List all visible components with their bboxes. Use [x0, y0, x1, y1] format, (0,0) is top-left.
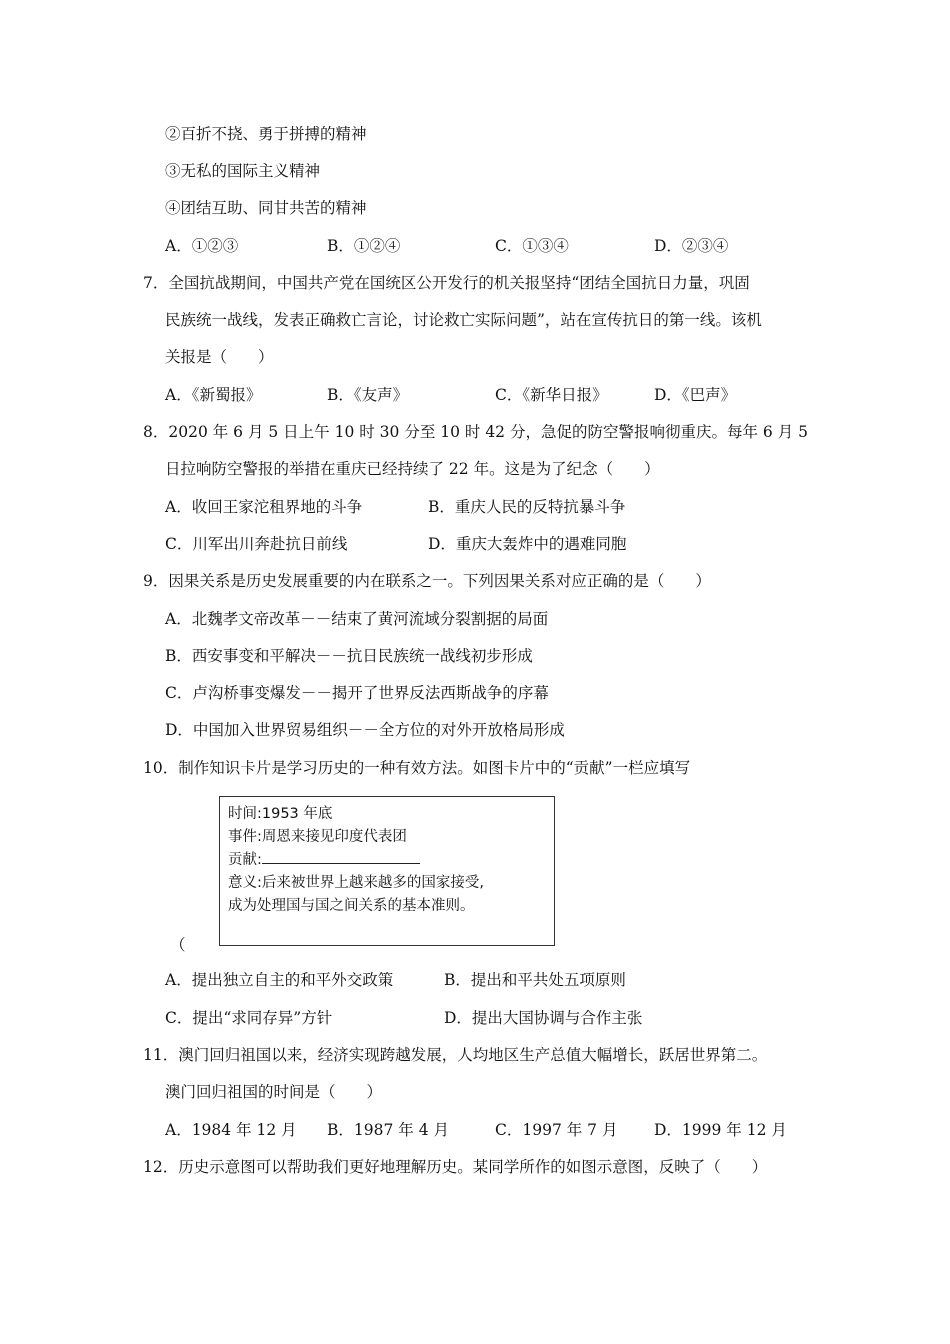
question-12: 12．历史示意图可以帮助我们更好地理解历史。某同学所作的如图示意图，反映了（ ）: [143, 1158, 768, 1176]
option: A．《新蜀报》: [165, 386, 262, 404]
card-meaning-cont: 成为处理国与国之间关系的基本准则。: [228, 898, 475, 914]
option: D．②③④: [654, 237, 729, 255]
question-7-cont: 关报是（ ）: [165, 348, 274, 366]
card-meaning: 意义:后来被世界上越来越多的国家接受,: [228, 875, 484, 891]
option: C．《新华日报》: [495, 386, 608, 404]
option: A．①②③: [165, 237, 239, 255]
blank-line: [262, 850, 420, 864]
question-7-cont: 民族统一战线，发表正确救亡言论，讨论救亡实际问题”，站在宣传抗日的第一线。该机: [165, 311, 762, 329]
paren: （: [170, 936, 186, 954]
item-3: ③无私的国际主义精神: [165, 162, 321, 180]
question-11: 11．澳门回归祖国以来，经济实现跨越发展，人均地区生产总值大幅增长，跃居世界第二。: [143, 1046, 768, 1064]
item-4: ④团结互助、同甘共苦的精神: [165, 199, 367, 217]
knowledge-card: [219, 796, 555, 946]
option: B．重庆人民的反特抗暴斗争: [428, 498, 626, 516]
option: A．1984 年 12 月: [165, 1121, 297, 1139]
card-event: 事件:周恩来接见印度代表团: [228, 829, 407, 845]
option: C．川军出川奔赴抗日前线: [165, 535, 348, 553]
option: A．北魏孝文帝改革－－结束了黄河流域分裂割据的局面: [165, 610, 549, 628]
card-contribution: [228, 849, 554, 872]
option: B．《友声》: [327, 386, 409, 404]
option: C．提出“求同存异”方针: [165, 1009, 333, 1027]
option: C．1997 年 7 月: [495, 1121, 618, 1139]
option: A．提出独立自主的和平外交政策: [165, 971, 394, 989]
option: C．①③④: [495, 237, 569, 255]
option: B．1987 年 4 月: [327, 1121, 449, 1139]
option: D．中国加入世界贸易组织－－全方位的对外开放格局形成: [165, 721, 565, 739]
card-time: 时间:1953 年底: [228, 806, 333, 822]
option: D．《巴声》: [654, 386, 737, 404]
question-10: 10．制作知识卡片是学习历史的一种有效方法。如图卡片中的“贡献”一栏应填写: [143, 759, 691, 777]
option: A．收回王家沱租界地的斗争: [165, 498, 363, 516]
option: D．1999 年 12 月: [654, 1121, 787, 1139]
question-8-cont: 日拉响防空警报的举措在重庆已经持续了 22 年。这是为了纪念（ ）: [165, 460, 660, 478]
option: D．提出大国协调与合作主张: [444, 1009, 643, 1027]
question-11-cont: 澳门回归祖国的时间是（ ）: [165, 1083, 383, 1101]
question-8: 8．2020 年 6 月 5 日上午 10 时 30 分至 10 时 42 分，急促的防空警报响彻重庆。每年 6 月 5: [143, 423, 808, 441]
option: B．提出和平共处五项原则: [444, 971, 626, 989]
question-9: 9．因果关系是历史发展重要的内在联系之一。下列因果关系对应正确的是（ ）: [143, 572, 711, 590]
option: D．重庆大轰炸中的遇难同胞: [428, 535, 627, 553]
option: B．①②④: [327, 237, 401, 255]
card-contribution-label: 贡献:: [228, 852, 262, 868]
item-2: ②百折不挠、勇于拼搏的精神: [165, 125, 367, 143]
question-7: 7．全国抗战期间，中国共产党在国统区公开发行的机关报坚持“团结全国抗日力量，巩固: [143, 274, 750, 292]
option: B．西安事变和平解决－－抗日民族统一战线初步形成: [165, 647, 533, 665]
option: C．卢沟桥事变爆发－－揭开了世界反法西斯战争的序幕: [165, 684, 549, 702]
